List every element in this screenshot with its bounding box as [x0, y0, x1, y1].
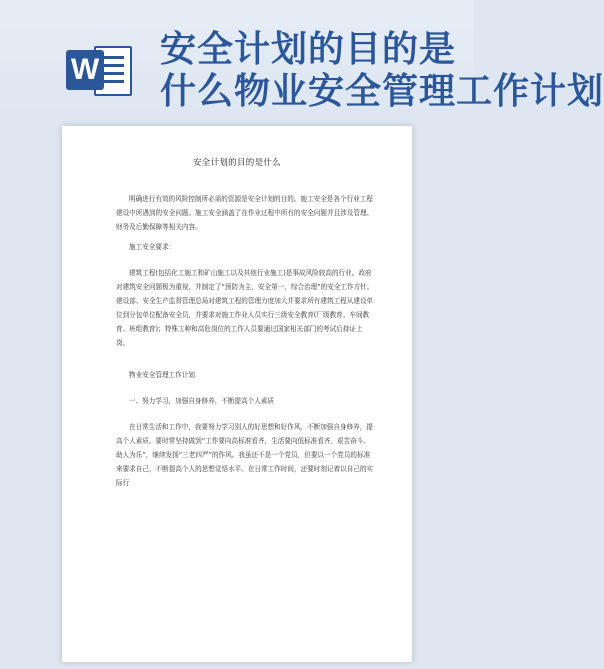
word-w-badge: W — [66, 50, 104, 90]
paragraph-intro: 明确进行有效的风险控制所必需的资源是安全计划的目的。施工安全是各个行业工程建设中所遇到的安全问题。施工安全涵盖了在作业过程中所有的安全问题并且涉及管理、财务及后勤保障等相关内容。 — [116, 195, 374, 231]
banner-title-line-1: 安全计划的目的是 — [160, 29, 457, 70]
paragraph-section-one: 一、努力学习，加强自身修养，不断提高个人素质 — [129, 397, 275, 405]
paragraph-plan-title: 物业安全管理工作计划 — [129, 371, 195, 379]
word-document-icon — [60, 38, 130, 100]
paragraph-requirements-label: 施工安全要求： — [129, 243, 176, 251]
paragraph-daily-work: 在日常生活和工作中，我要努力学习别人的好思想和好作风，不断加强自身修养，提高个人素质。要时常坚持做到“工作要向高标准看齐，生活要向低标准看齐，艰苦奋斗、助人为乐”，继续发扬“三老四严”的作风。我虽还不是一个党员，但要以一个党员的标准来要求自己，不断提高个人的思想觉悟水平。在日常工作时间，还要时刻记着以自己的实际行 — [116, 423, 374, 487]
document-heading: 安全计划的目的是什么 — [192, 158, 281, 168]
banner-title-line-2: 什么物业安全管理工作计划 — [160, 71, 604, 112]
paragraph-construction: 建筑工程(包括化工施工和矿山施工以及其他行业施工)是事故风险较高的行业。政府对建筑安全问题极为重视，并制定了“预防为主，安全第一，综合治理”的安全工作方针。建设部、安全生产监督管理总局对建筑工程的管理力度加大并要求所有建筑工程从建设单位到分包单位配备安全员，并要求对施工作业人员实行三级安全教育(厂级教育、车间教育、班组教育)；特殊工种和高危岗位的工作人员要通过国家相关部门的考试后持证上岗。 — [116, 269, 374, 347]
document-page — [62, 126, 412, 662]
banner — [0, 0, 604, 120]
